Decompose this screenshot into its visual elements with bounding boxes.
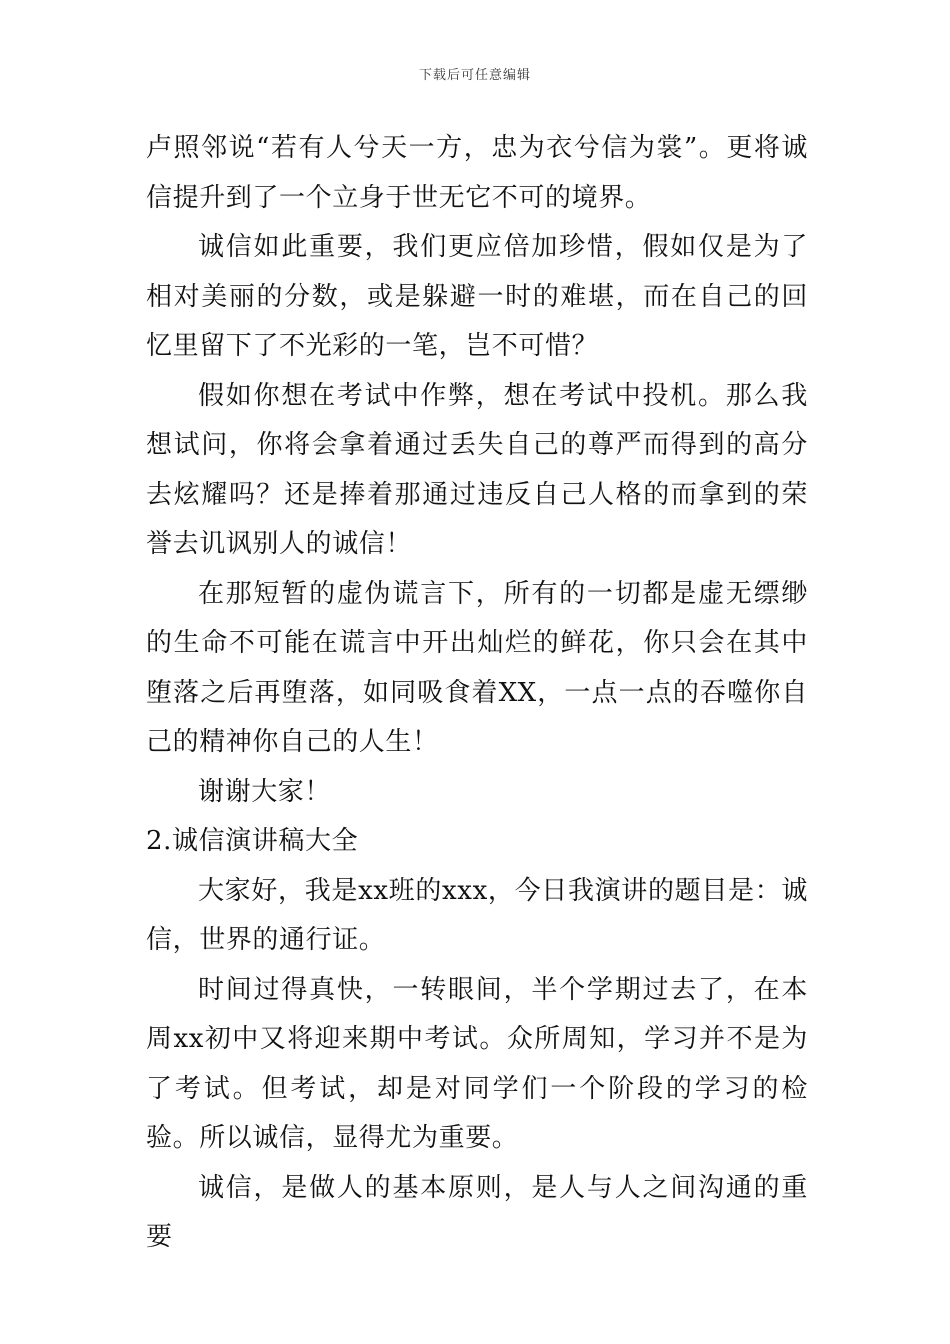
document-body	[146, 124, 808, 1263]
paragraph-3: 假如你想在考试中作弊，想在考试中投机。那么我想试问，你将会拿着通过丢失自己的尊严而得到的高分去炫耀吗？还是捧着那通过违反自己人格的而拿到的荣誉去讥讽别人的诚信！	[146, 380, 808, 559]
paragraph-2: 诚信如此重要，我们更应倍加珍惜，假如仅是为了相对美丽的分数，或是躲避一时的难堪，而在自己的回忆里留下了不光彩的一笔，岂不可惜？	[146, 232, 808, 361]
paragraph-6: 时间过得真快，一转眼间，半个学期过去了，在本周xx初中又将迎来期中考试。众所周知，学习并不是为了考试。但考试，却是对同学们一个阶段的学习的检验。所以诚信，显得尤为重要。	[146, 974, 808, 1153]
page-header: 下载后可任意编辑	[418, 68, 531, 83]
paragraph-1: 卢照邻说“若有人兮天一方，忠为衣兮信为裳”。更将诚信提升到了一个立身于世无它不可的境界。	[146, 133, 808, 213]
paragraph-7: 诚信，是做人的基本原则，是人与人之间沟通的重要	[146, 1172, 808, 1252]
paragraph-closing: 谢谢大家！	[198, 776, 332, 807]
paragraph-5: 大家好，我是xx班的xxx，今日我演讲的题目是：诚信，世界的通行证。	[146, 875, 808, 955]
section-heading: 2.诚信演讲稿大全	[146, 826, 359, 856]
paragraph-4: 在那短暂的虚伪谎言下，所有的一切都是虚无缥缈的生命不可能在谎言中开出灿烂的鲜花，你只会在其中堕落之后再堕落，如同吸食着XX，一点一点的吞噬你自己的精神你自己的人生！	[146, 578, 808, 757]
